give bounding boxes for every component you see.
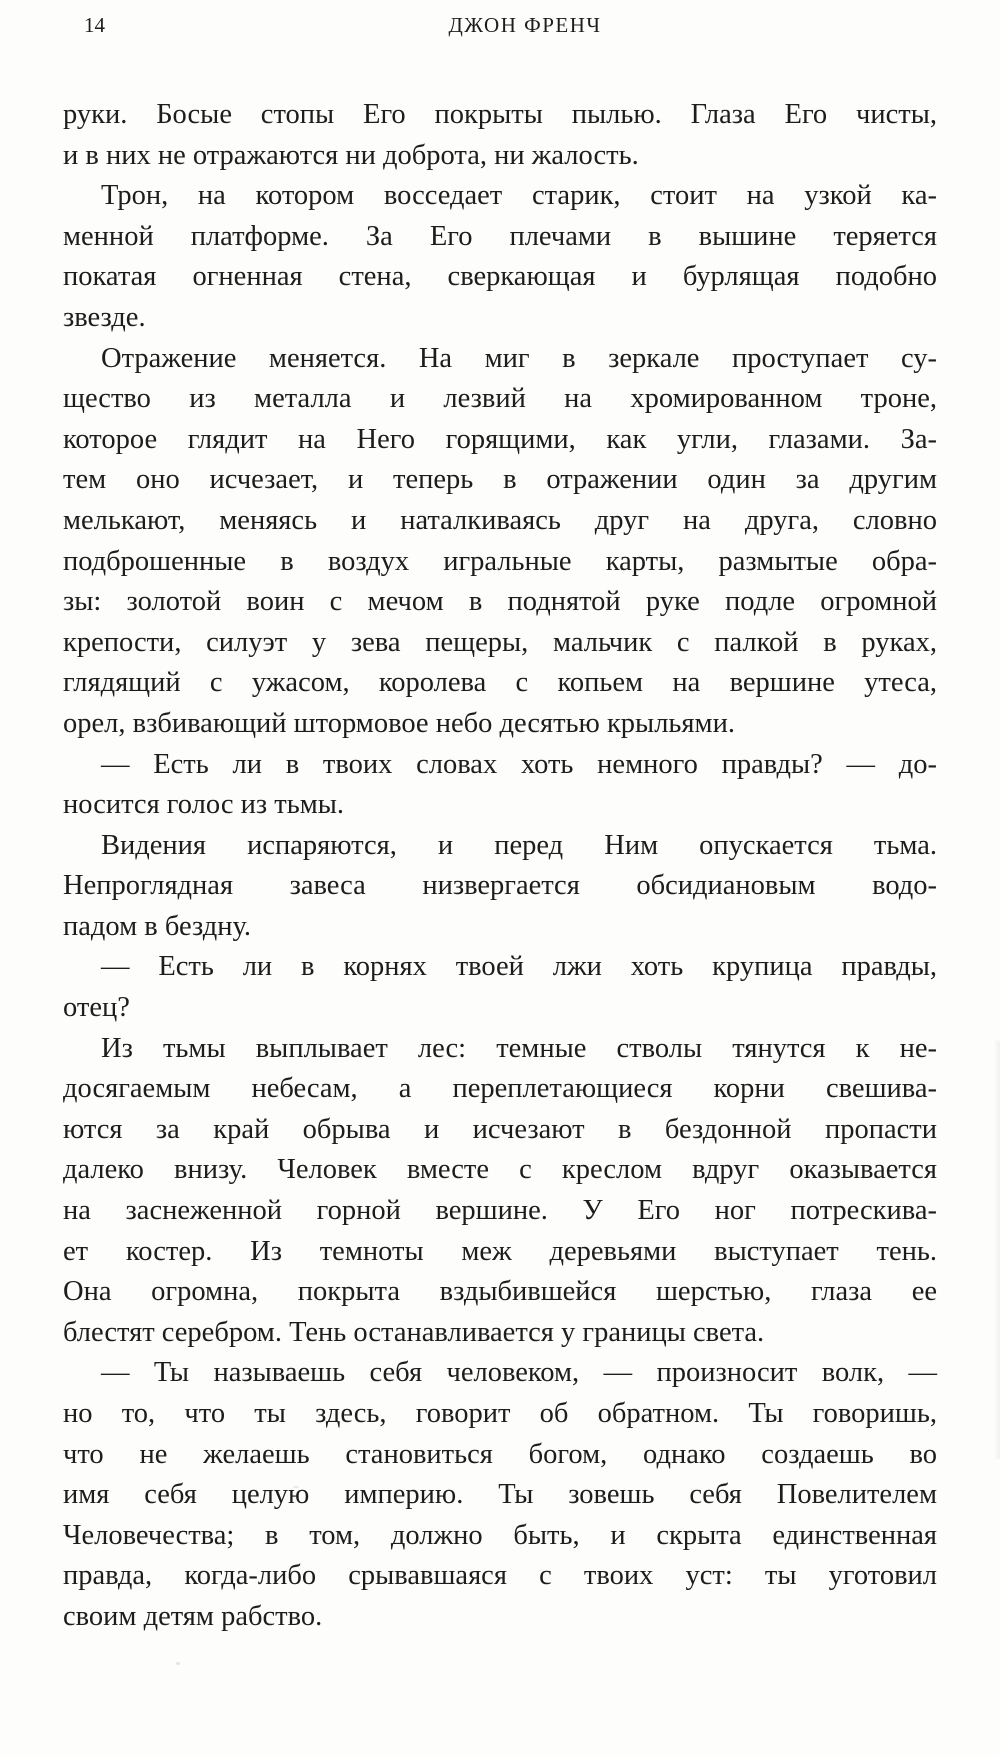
scan-speck: [176, 1662, 180, 1665]
paragraph: [63, 826, 937, 948]
text-line: менной платформе. За Его плечами в вышине теряется: [63, 220, 937, 252]
text-line: имя себя целую империю. Ты зовешь себя Повелителем: [63, 1479, 937, 1511]
paragraph: [63, 947, 937, 1028]
text-line: зы: золотой воин с мечом в поднятой руке подле огромной: [63, 586, 937, 618]
text-line: звезде.: [63, 301, 146, 333]
text-line: на заснеженной горной вершине. У Его ног потрескива-: [63, 1195, 937, 1227]
text-line: Непроглядная завеса низвергается обсидиановым водо-: [63, 870, 937, 902]
text-line: ются за край обрыва и исчезают в бездонной пропасти: [63, 1113, 937, 1145]
body-text: [63, 95, 937, 1638]
text-line: — Есть ли в корнях твоей лжи хоть крупица правды,: [101, 951, 937, 983]
text-line: — Есть ли в твоих словах хоть немного правды? — до-: [101, 748, 937, 780]
text-line: орел, взбивающий штормовое небо десятью крыльями.: [63, 707, 735, 739]
text-line: глядящий с ужасом, королева с копьем на вершине утеса,: [63, 667, 937, 699]
text-line: правда, когда-либо срывавшаяся с твоих уст: ты уготовил: [63, 1560, 937, 1592]
text-line: отец?: [63, 992, 130, 1024]
running-title: ДЖОН ФРЕНЧ: [448, 13, 602, 37]
text-line: Из тьмы выплывает лес: темные стволы тянутся к не-: [101, 1032, 937, 1064]
text-line: — Ты называешь себя человеком, — произносит волк, —: [101, 1357, 937, 1389]
text-line: носится голос из тьмы.: [63, 789, 345, 821]
paragraph: [63, 176, 937, 338]
text-line: покатая огненная стена, сверкающая и бурлящая подобно: [63, 261, 937, 293]
text-line: крепости, силуэт у зева пещеры, мальчик с палкой в руках,: [63, 626, 937, 658]
text-line: Трон, на котором восседает старик, стоит на узкой ка-: [101, 180, 937, 212]
paragraph: [63, 1353, 937, 1637]
text-line: которое глядит на Него горящими, как угли, глазами. За-: [63, 423, 937, 455]
text-line: руки. Босые стопы Его покрыты пылью. Глаза Его чисты,: [63, 99, 937, 130]
text-line: Человечества; в том, должно быть, и скрыта единственная: [63, 1519, 937, 1551]
text-line: своим детям рабство.: [63, 1600, 323, 1632]
text-line: Видения испаряются, и перед Ним опускается тьма.: [101, 829, 937, 861]
text-line: далеко внизу. Человек вместе с креслом вдруг оказывается: [63, 1154, 937, 1186]
text-line: досягаемым небесам, а переплетающиеся корни свешива-: [63, 1073, 937, 1105]
scan-speck: [293, 1486, 299, 1488]
paragraph: [63, 95, 937, 176]
paragraph: [63, 1029, 937, 1354]
text-line: Отражение меняется. На миг в зеркале проступает су-: [101, 342, 937, 374]
text-line: но то, что ты здесь, говорит об обратном. Ты говоришь,: [63, 1398, 937, 1429]
text-line: тем оно исчезает, и теперь в отражении один за другим: [63, 464, 937, 496]
text-line: щество из металла и лезвий на хромированном троне,: [63, 383, 937, 415]
text-line: блестят серебром. Тень останавливается у границы света.: [63, 1316, 765, 1348]
text-line: ет костер. Из темноты меж деревьями выступает тень.: [63, 1235, 937, 1267]
text-line: подброшенные в воздух игральные карты, размытые обра-: [63, 545, 937, 577]
paragraph: [63, 745, 937, 826]
text-line: Она огромна, покрыта вздыбившейся шерстью, глаза ее: [63, 1276, 937, 1308]
text-line: падом в бездну.: [63, 910, 251, 942]
text-line: и в них не отражаются ни доброта, ни жалость.: [63, 139, 639, 171]
text-line: что не желаешь становиться богом, однако создаешь во: [63, 1438, 937, 1470]
page-number: 14: [84, 13, 105, 37]
scan-edge-shadow: [994, 1040, 1000, 1460]
text-line: мелькают, меняясь и наталкиваясь друг на друга, словно: [63, 504, 937, 536]
paragraph: [63, 339, 937, 745]
